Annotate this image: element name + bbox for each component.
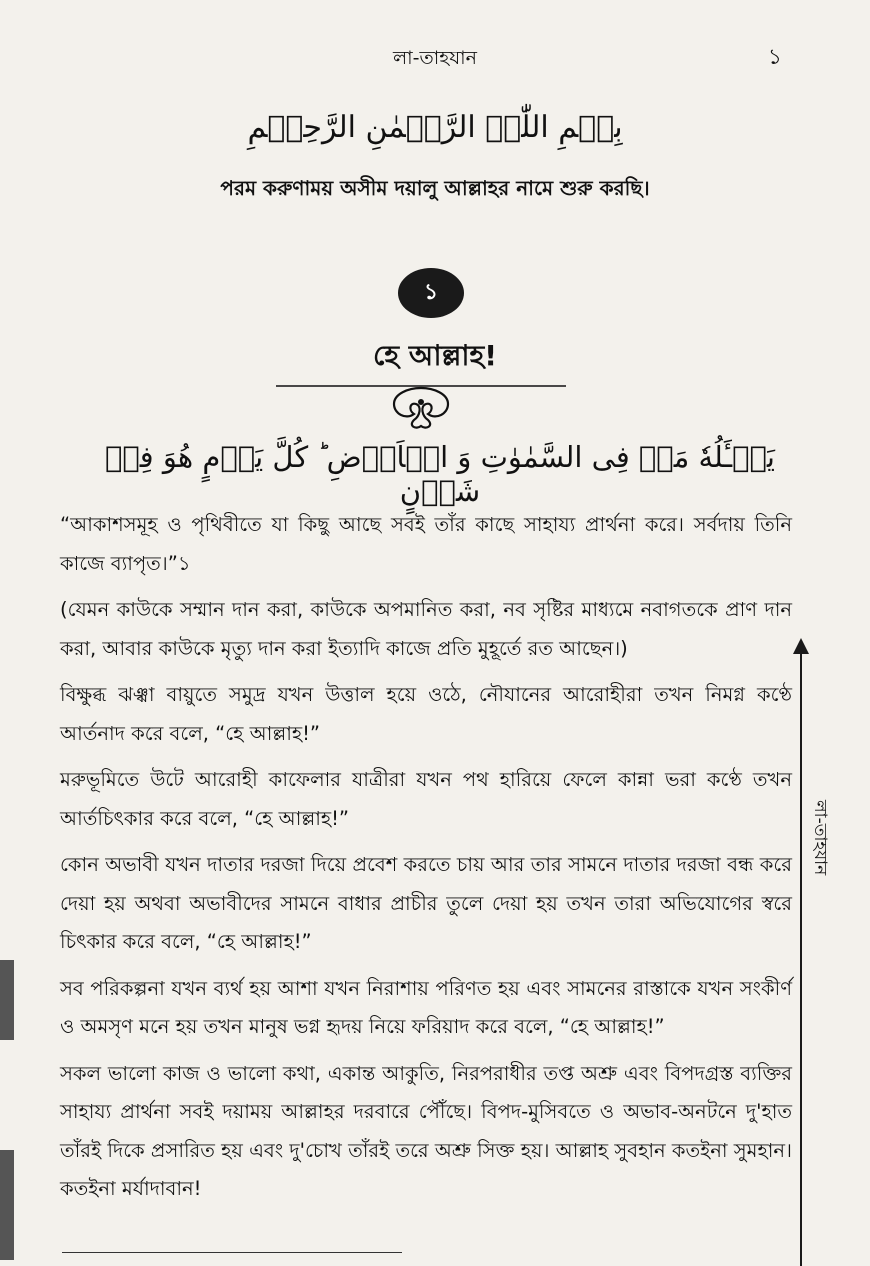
ornament-divider-icon — [276, 380, 566, 432]
bismillah-translation: পরম করুণাময় অসীম দয়ালু আল্লাহর নামে শুরু করছি। — [220, 176, 650, 200]
paragraph: বিক্ষুব্ধ ঝঞ্ঝা বায়ুতে সমুদ্র যখন উত্তাল হয়ে ওঠে, নৌযানের আরোহীরা তখন নিমগ্ন কণ্ঠে আর্তনাদ করে বলে, “হে আল্লাহ!” — [60, 683, 792, 745]
chapter-number-badge — [398, 268, 464, 318]
paragraph: কোন অভাবী যখন দাতার দরজা দিয়ে প্রবেশ করতে চায় আর তার সামনে দাতার দরজা বন্ধ করে দেয়া হয় অথবা অভাবীদের সামনে বাধার প্রাচীর তুলে দেয়া হয় তখন তারা অভিযোগের স্বরে চিৎকার করে বলে, “হে আল্লাহ!” — [60, 853, 792, 953]
paragraph: মরুভূমিতে উটে আরোহী কাফেলার যাত্রীরা যখন পথ হারিয়ে ফেলে কান্না ভরা কণ্ঠে তখন আর্তচিৎকার করে বলে, “হে আল্লাহ!” — [60, 768, 792, 830]
paragraph: সকল ভালো কাজ ও ভালো কথা, একান্ত আকুতি, নিরপরাধীর তপ্ত অশ্রু এবং বিপদগ্রস্ত ব্যক্তির সাহায্য প্রার্থনা সবই দয়াময় আল্লাহর দরবারে পৌঁছে। বিপদ-মুসিবতে ও অভাব-অনটনে দু'হাত তাঁরই দিকে প্রসারিত হয় এবং দু'চোখ তাঁরই তরে অশ্রু সিক্ত হয়। আল্লাহ সুবহান কতইনা সুমহান। কতইনা মর্যাদাবান! — [60, 1061, 792, 1200]
quran-verse: یَسۡـَٔلُهٗ مَنۡ فِی السَّمٰوٰتِ وَ الۡاَرۡضِ ؕ کُلَّ یَوۡمٍ هُوَ فِیۡ شَاۡنٍ — [104, 440, 775, 508]
body-text — [60, 506, 792, 1217]
chapter-number: ১ — [423, 279, 439, 305]
bismillah-arabic: بِسۡمِ اللّٰہِ الرَّحۡمٰنِ الرَّحِیۡمِ — [247, 110, 623, 145]
side-label: লা-তাহযান — [810, 800, 830, 876]
side-rule — [800, 650, 802, 1266]
paragraph: সব পরিকল্পনা যখন ব্যর্থ হয় আশা যখন নিরাশায় পরিণত হয় এবং সামনের রাস্তাকে যখন সংকীর্ণ ও অমসৃণ মনে হয় তখন মানুষ ভগ্ন হৃদয় নিয়ে ফরিয়াদ করে বলে, “হে আল্লাহ!” — [60, 976, 792, 1038]
paragraph: (যেমন কাউকে সম্মান দান করা, কাউকে অপমানিত করা, নব সৃষ্টির মাধ্যমে নবাগতকে প্রাণ দান করা, আবার কাউকে মৃত্যু দান করা ইত্যাদি কাজে প্রতি মুহূর্তে রত আছেন।) — [60, 598, 792, 660]
binding-edge-mark — [0, 960, 14, 1040]
paragraph: “আকাশসমূহ ও পৃথিবীতে যা কিছু আছে সবই তাঁর কাছে সাহায্য প্রার্থনা করে। সর্বদায় তিনি কাজে ব্যাপৃত।”১ — [60, 513, 792, 575]
binding-edge-mark — [0, 1150, 14, 1260]
chapter-title: হে আল্লাহ! — [373, 339, 497, 372]
page-number: ১ — [767, 45, 782, 70]
running-title: লা-তাহযান — [392, 47, 478, 69]
footnote-divider — [62, 1252, 402, 1253]
